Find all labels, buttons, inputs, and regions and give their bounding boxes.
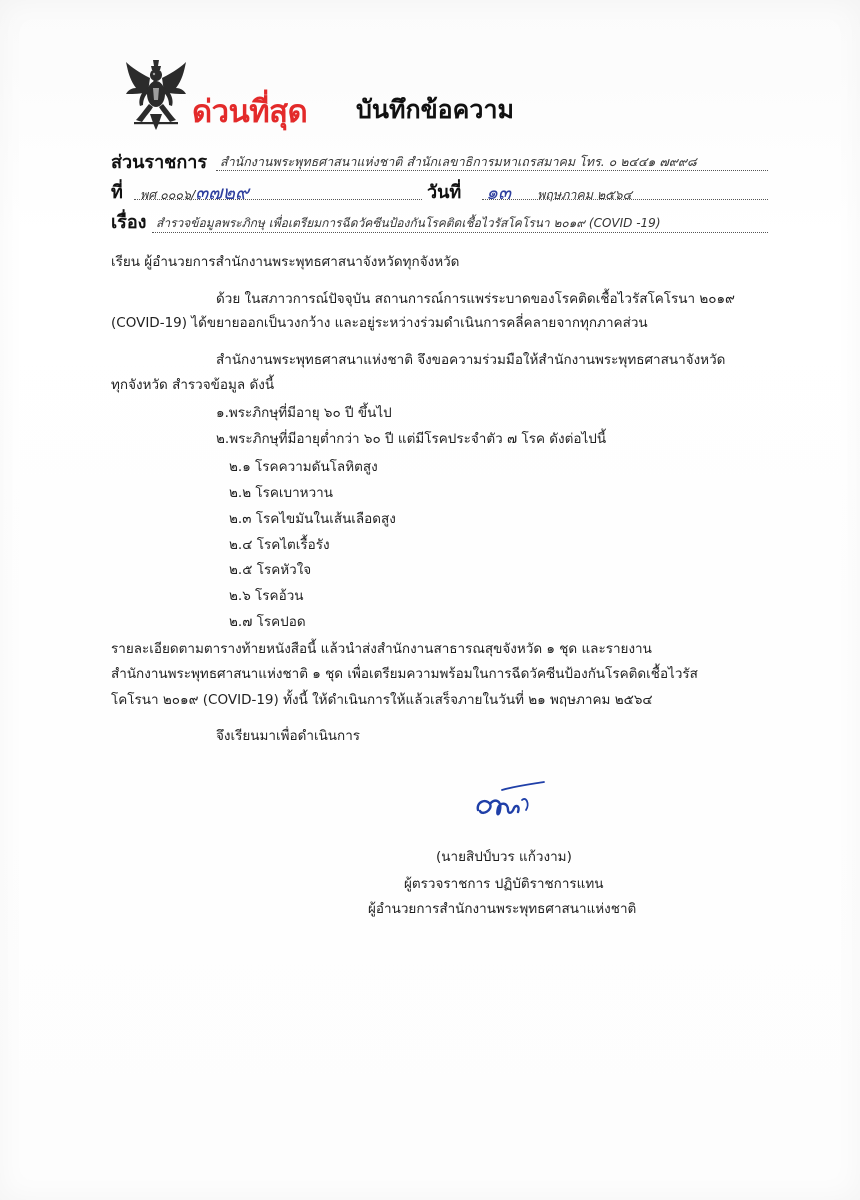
disease-item-1: ๒.๑ โรคความดันโลหิตสูง xyxy=(229,459,378,475)
paragraph-3-line-3: โคโรนา ๒๐๑๙ (COVID-19) ทั้งนี้ ให้ดำเนินการให้แล้วเสร็จภายในวันที่ ๒๑ พฤษภาคม ๒๕๖๔ xyxy=(111,692,653,708)
closing-line: จึงเรียนมาเพื่อดำเนินการ xyxy=(216,728,361,744)
subject-row xyxy=(111,207,146,236)
signer-name: (นายสิปป์บวร แก้วงาม) xyxy=(436,849,572,865)
disease-item-7: ๒.๗ โรคปอด xyxy=(229,614,306,630)
ref-value xyxy=(140,178,249,208)
disease-item-4: ๒.๔ โรคไตเรื้อรัง xyxy=(229,537,330,553)
signer-position-1: ผู้ตรวจราชการ ปฏิบัติราชการแทน xyxy=(404,876,604,892)
date-month-year: พฤษภาคม ๒๕๖๔ xyxy=(537,187,633,202)
agency-label: ส่วนราชการ xyxy=(111,152,208,173)
salutation: เรียน ผู้อำนวยการสำนักงานพระพุทธศาสนาจังหวัดทุกจังหวัด xyxy=(111,254,460,270)
memo-title: บันทึกข้อความ xyxy=(356,95,514,124)
ref-handwritten-number: ๓๗๒๙ xyxy=(195,182,249,204)
ref-label: ที่ xyxy=(111,182,123,203)
paragraph-2-line-2: ทุกจังหวัด สำรวจข้อมูล ดังนี้ xyxy=(111,377,275,393)
ref-dotline xyxy=(134,199,422,200)
garuda-emblem-icon xyxy=(124,58,188,132)
list-item-1: ๑.พระภิกษุที่มีอายุ ๖๐ ปี ขึ้นไป xyxy=(216,405,392,421)
disease-item-5: ๒.๕ โรคหัวใจ xyxy=(229,562,312,578)
list-item-2: ๒.พระภิกษุที่มีอายุต่ำกว่า ๖๐ ปี แต่มีโรคประจำตัว ๗ โรค ดังต่อไปนี้ xyxy=(216,431,607,447)
disease-item-2: ๒.๒ โรคเบาหวาน xyxy=(229,485,333,501)
ref-row xyxy=(111,177,123,206)
paragraph-2-line-1: สำนักงานพระพุทธศาสนาแห่งชาติ จึงขอความร่วมมือให้สำนักงานพระพุทธศาสนาจังหวัด xyxy=(216,352,726,368)
ref-prefix: พศ ๐๐๐๖/ xyxy=(140,187,196,202)
paragraph-1-line-1: ด้วย ในสภาวการณ์ปัจจุบัน สถานการณ์การแพร่ระบาดของโรคติดเชื้อไวรัสโคโรนา ๒๐๑๙ xyxy=(216,291,735,307)
agency-dotline xyxy=(216,170,768,171)
subject-value: สำรวจข้อมูลพระภิกษุ เพื่อเตรียมการฉีดวัคซีนป้องกันโรคติดเชื้อไวรัสโคโรนา ๒๐๑๙ (COVID -19) xyxy=(156,216,661,230)
disease-item-6: ๒.๖ โรคอ้วน xyxy=(229,588,304,604)
date-dotline xyxy=(482,199,768,200)
paragraph-3-line-1: รายละเอียดตามตารางท้ายหนังสือนี้ แล้วนำส่งสำนักงานสาธารณสุขจังหวัด ๑ ชุด และรายงาน xyxy=(111,641,652,657)
date-handwritten-day: ๑๓ xyxy=(486,182,512,204)
signer-position-2: ผู้อำนวยการสำนักงานพระพุทธศาสนาแห่งชาติ xyxy=(368,901,637,917)
date-value xyxy=(486,178,632,208)
date-row xyxy=(427,177,461,206)
paragraph-3-line-2: สำนักงานพระพุทธศาสนาแห่งชาติ ๑ ชุด เพื่อเตรียมความพร้อมในการฉีดวัคซีนป้องกันโรคติดเชื้อไวรัส xyxy=(111,666,698,682)
subject-dotline xyxy=(152,232,768,233)
paragraph-1-line-2: (COVID-19) ได้ขยายออกเป็นวงกว้าง และอยู่ระหว่างร่วมดำเนินการคลี่คลายจากทุกภาคส่วน xyxy=(111,315,648,331)
urgency-label: ด่วนที่สุด xyxy=(192,94,308,130)
handwritten-signature xyxy=(472,780,552,824)
disease-item-3: ๒.๓ โรคไขมันในเส้นเลือดสูง xyxy=(229,511,396,527)
date-label: วันที่ xyxy=(427,182,462,203)
agency-value: สำนักงานพระพุทธศาสนาแห่งชาติ สำนักเลขาธิการมหาเถรสมาคม โทร. ๐ ๒๔๔๑ ๗๙๙๘ xyxy=(220,154,697,169)
subject-label: เรื่อง xyxy=(111,212,147,233)
agency-row xyxy=(111,147,207,176)
